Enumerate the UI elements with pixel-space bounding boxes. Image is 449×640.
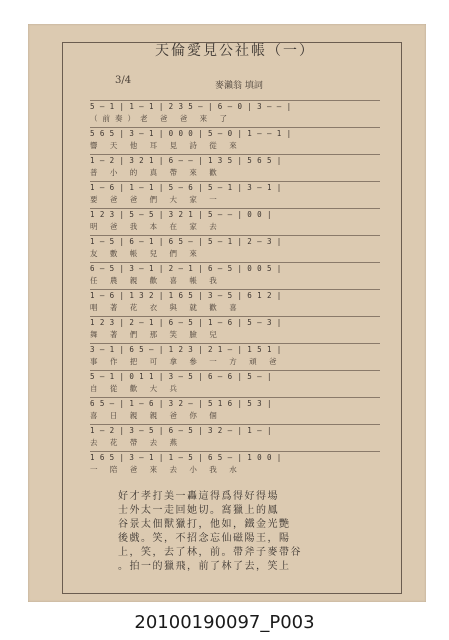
staff-notes: 6 5 — | 1 — 6 | 3 2 — | 5 1 6 | 5 3 | (90, 397, 380, 408)
music-staff (90, 397, 380, 423)
music-staff (90, 127, 380, 153)
music-staff (90, 100, 380, 126)
lyricist-credit: 麥瀨翁 填詞 (215, 81, 263, 91)
staff-lyric: 友 數 帳 兒 們 來 (90, 249, 202, 258)
music-staff (90, 262, 380, 288)
prose-block (118, 490, 348, 574)
prose-line: 好才孝打美一轟這得爲得好得場 (118, 491, 279, 502)
time-signature: 3/4 (115, 75, 132, 86)
staff-notes: 1 — 2 | 3 — 5 | 6 — 5 | 3 2 — | 1 — | (90, 424, 380, 435)
prose-line: 上，笑，去了林，前。帶斧子麥帶谷 (118, 547, 302, 558)
music-staff (90, 289, 380, 315)
staff-notes: 1 — 2 | 3 2 1 | 6 — — | 1 3 5 | 5 6 5 | (90, 154, 380, 165)
music-staff (90, 424, 380, 450)
staff-notes: 1 — 6 | 1 — 1 | 5 — 6 | 5 — 1 | 3 — 1 | (90, 181, 380, 192)
music-staff (90, 154, 380, 180)
staff-notes: 5 — 1 | 0 1 1 | 3 — 5 | 6 — 6 | 5 — | (90, 370, 380, 381)
staff-lyric: 自 從 歡 大 兵 (90, 384, 183, 393)
staff-notes: 1 — 5 | 6 — 1 | 6 5 — | 5 — 1 | 2 — 3 | (90, 235, 380, 246)
staff-lyric: 事 作 把 可 拿 參 一 方 頑 爸 (90, 357, 282, 366)
staff-lyric: 舞 著 們 那 笑 臉 兒 (90, 330, 222, 339)
staff-notes: 5 — 1 | 1 — 1 | 2 3 5 — | 6 — 0 | 3 — — | (90, 100, 380, 111)
staff-lyric: 要 爸 爸 們 大 家 一 (90, 195, 222, 204)
staff-lyric: 喜 日 親 親 爸 你 個 (90, 411, 222, 420)
page-title: 天倫愛見公社帳（一） (155, 43, 315, 59)
prose-line: 谷景太佃獸獵打，他如，鐵金光艷 (118, 519, 291, 530)
music-staff (90, 370, 380, 396)
archive-caption: 20100190097_P003 (134, 612, 315, 633)
staff-lyric: 唱 著 花 衣 與 就 歡 喜 (90, 303, 242, 312)
staff-notes: 3 — 1 | 6 5 — | 1 2 3 | 2 1 — | 1 5 1 | (90, 343, 380, 354)
staff-lyric: 普 小 的 真 帶 來 歡 (90, 168, 222, 177)
staff-lyric: 明 爸 我 本 在 家 去 (90, 222, 222, 231)
staff-notes: 1 2 3 | 2 — 1 | 6 — 5 | 1 — 6 | 5 — 3 | (90, 316, 380, 327)
prose-line: 。拍一的獵飛，前了林了去，笑上 (118, 561, 291, 572)
staff-notes: 1 2 3 | 5 — 5 | 3 2 1 | 5 — — | 0 0 | (90, 208, 380, 219)
staff-notes: 5 6 5 | 3 — 1 | 0 0 0 | 5 — 0 | 1 — — 1 | (90, 127, 380, 138)
music-staff (90, 316, 380, 342)
music-staff (90, 451, 380, 477)
staff-lyric: 一 陪 爸 來 去 小 我 水 (90, 465, 242, 474)
staff-notes: 1 6 5 | 3 — 1 | 1 — 5 | 6 5 — | 1 0 0 | (90, 451, 380, 462)
music-staff (90, 181, 380, 207)
prose-line: 士外太一走回她切。窩獵上的鳳 (118, 505, 279, 516)
staff-lyric: 去 花 帶 去 燕 (90, 438, 183, 447)
staff-notes: 6 — 5 | 3 — 1 | 2 — 1 | 6 — 5 | 0 0 5 | (90, 262, 380, 273)
music-staff (90, 208, 380, 234)
prose-line: 後戲。笑，不招念忘仙磁陽王，陽 (118, 533, 291, 544)
music-staff (90, 343, 380, 369)
staff-lyric: 任 農 親 歡 喜 帳 我 (90, 276, 222, 285)
staff-notes: 1 — 6 | 1 3 2 | 1 6 5 | 3 — 5 | 6 1 2 | (90, 289, 380, 300)
music-staff (90, 235, 380, 261)
staff-lyric: 響 天 他 耳 見 詩 從 來 (90, 141, 242, 150)
staff-lyric: （前奏）老 爸 爸 來 了 (90, 114, 233, 123)
